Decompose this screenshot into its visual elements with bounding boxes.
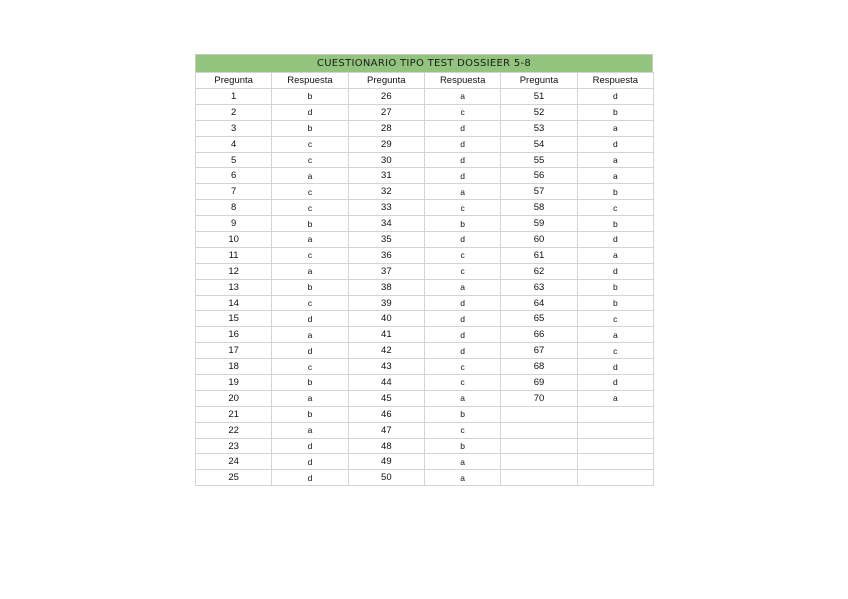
table-row <box>196 406 654 422</box>
answer-cell: b <box>424 406 500 422</box>
question-number-cell: 45 <box>348 390 424 406</box>
answer-cell: a <box>272 327 348 343</box>
table-row <box>196 311 654 327</box>
question-number-cell: 19 <box>196 375 272 391</box>
question-number-cell <box>501 406 577 422</box>
table-row <box>196 359 654 375</box>
answer-cell: c <box>272 184 348 200</box>
answer-cell: c <box>424 263 500 279</box>
column-header: Pregunta <box>196 73 272 89</box>
question-number-cell: 61 <box>501 247 577 263</box>
answer-cell: d <box>577 89 653 105</box>
answers-body <box>196 89 654 486</box>
answers-table <box>195 72 654 486</box>
question-number-cell: 26 <box>348 89 424 105</box>
answer-cell: a <box>424 89 500 105</box>
table-row <box>196 263 654 279</box>
question-number-cell: 60 <box>501 232 577 248</box>
answer-cell: d <box>424 120 500 136</box>
answer-cell: d <box>272 343 348 359</box>
header-row <box>196 73 654 89</box>
table-row <box>196 438 654 454</box>
answer-cell: b <box>577 104 653 120</box>
answer-cell: a <box>424 184 500 200</box>
question-number-cell: 7 <box>196 184 272 200</box>
answer-cell: a <box>272 168 348 184</box>
question-number-cell: 66 <box>501 327 577 343</box>
question-number-cell: 14 <box>196 295 272 311</box>
table-row <box>196 168 654 184</box>
answer-cell <box>577 470 653 486</box>
question-number-cell: 51 <box>501 89 577 105</box>
question-number-cell: 54 <box>501 136 577 152</box>
question-number-cell: 11 <box>196 247 272 263</box>
answer-cell: c <box>577 311 653 327</box>
question-number-cell: 56 <box>501 168 577 184</box>
question-number-cell: 32 <box>348 184 424 200</box>
answer-sheet <box>195 54 653 486</box>
question-number-cell: 29 <box>348 136 424 152</box>
question-number-cell: 62 <box>501 263 577 279</box>
table-row <box>196 184 654 200</box>
question-number-cell: 10 <box>196 232 272 248</box>
question-number-cell: 70 <box>501 390 577 406</box>
question-number-cell: 59 <box>501 216 577 232</box>
question-number-cell: 23 <box>196 438 272 454</box>
table-row <box>196 152 654 168</box>
table-row <box>196 200 654 216</box>
question-number-cell: 64 <box>501 295 577 311</box>
question-number-cell: 35 <box>348 232 424 248</box>
table-row <box>196 390 654 406</box>
table-row <box>196 343 654 359</box>
table-row <box>196 247 654 263</box>
answer-cell: c <box>424 104 500 120</box>
answer-cell: b <box>424 438 500 454</box>
answer-cell: c <box>272 247 348 263</box>
question-number-cell <box>501 454 577 470</box>
answer-cell: d <box>424 295 500 311</box>
answer-cell: b <box>577 216 653 232</box>
question-number-cell: 25 <box>196 470 272 486</box>
answer-cell: d <box>272 454 348 470</box>
question-number-cell: 30 <box>348 152 424 168</box>
answer-cell: a <box>424 454 500 470</box>
answer-cell: b <box>577 295 653 311</box>
answer-cell: a <box>272 263 348 279</box>
question-number-cell: 41 <box>348 327 424 343</box>
question-number-cell <box>501 470 577 486</box>
answer-cell: b <box>272 279 348 295</box>
answer-cell: b <box>272 89 348 105</box>
question-number-cell: 22 <box>196 422 272 438</box>
answer-cell: d <box>424 152 500 168</box>
answer-cell: c <box>272 359 348 375</box>
answer-cell: a <box>577 247 653 263</box>
answer-cell: d <box>577 375 653 391</box>
answer-cell: d <box>424 343 500 359</box>
answer-cell: d <box>272 311 348 327</box>
table-row <box>196 327 654 343</box>
question-number-cell: 53 <box>501 120 577 136</box>
question-number-cell: 12 <box>196 263 272 279</box>
answer-cell: d <box>424 168 500 184</box>
question-number-cell: 69 <box>501 375 577 391</box>
question-number-cell: 21 <box>196 406 272 422</box>
question-number-cell: 42 <box>348 343 424 359</box>
answer-cell: a <box>424 279 500 295</box>
question-number-cell: 6 <box>196 168 272 184</box>
question-number-cell: 27 <box>348 104 424 120</box>
column-header: Pregunta <box>348 73 424 89</box>
table-row <box>196 454 654 470</box>
answer-cell: c <box>424 359 500 375</box>
answer-cell: c <box>272 136 348 152</box>
answer-cell: d <box>424 327 500 343</box>
question-number-cell: 57 <box>501 184 577 200</box>
answer-cell: c <box>272 152 348 168</box>
answer-cell: d <box>272 104 348 120</box>
table-row <box>196 470 654 486</box>
answer-cell: d <box>272 470 348 486</box>
question-number-cell: 17 <box>196 343 272 359</box>
answer-cell: d <box>272 438 348 454</box>
question-number-cell <box>501 438 577 454</box>
column-header: Respuesta <box>272 73 348 89</box>
question-number-cell: 33 <box>348 200 424 216</box>
answer-cell: b <box>272 120 348 136</box>
column-header: Pregunta <box>501 73 577 89</box>
answer-cell: c <box>424 247 500 263</box>
question-number-cell: 13 <box>196 279 272 295</box>
answer-cell: d <box>424 311 500 327</box>
answer-cell: a <box>272 390 348 406</box>
question-number-cell: 50 <box>348 470 424 486</box>
table-row <box>196 136 654 152</box>
question-number-cell: 38 <box>348 279 424 295</box>
answer-cell <box>577 454 653 470</box>
question-number-cell: 34 <box>348 216 424 232</box>
question-number-cell: 46 <box>348 406 424 422</box>
answer-cell: c <box>577 343 653 359</box>
answer-cell: a <box>577 327 653 343</box>
answer-cell: c <box>272 295 348 311</box>
question-number-cell: 24 <box>196 454 272 470</box>
answer-cell: b <box>577 279 653 295</box>
answer-cell: c <box>272 200 348 216</box>
question-number-cell: 31 <box>348 168 424 184</box>
answer-cell: b <box>577 184 653 200</box>
answer-cell: c <box>424 200 500 216</box>
question-number-cell: 8 <box>196 200 272 216</box>
question-number-cell: 4 <box>196 136 272 152</box>
question-number-cell: 9 <box>196 216 272 232</box>
table-row <box>196 120 654 136</box>
question-number-cell: 55 <box>501 152 577 168</box>
question-number-cell: 15 <box>196 311 272 327</box>
question-number-cell: 20 <box>196 390 272 406</box>
sheet-title: CUESTIONARIO TIPO TEST DOSSIEER 5-8 <box>195 54 653 72</box>
question-number-cell: 49 <box>348 454 424 470</box>
question-number-cell: 47 <box>348 422 424 438</box>
question-number-cell: 16 <box>196 327 272 343</box>
answer-cell: b <box>424 216 500 232</box>
answer-cell: a <box>424 470 500 486</box>
answer-cell: b <box>272 375 348 391</box>
question-number-cell: 28 <box>348 120 424 136</box>
answer-cell: c <box>577 200 653 216</box>
answer-cell: a <box>424 390 500 406</box>
table-row <box>196 375 654 391</box>
question-number-cell: 2 <box>196 104 272 120</box>
question-number-cell <box>501 422 577 438</box>
question-number-cell: 65 <box>501 311 577 327</box>
answer-cell: d <box>424 232 500 248</box>
table-row <box>196 422 654 438</box>
answer-cell: a <box>272 422 348 438</box>
question-number-cell: 36 <box>348 247 424 263</box>
question-number-cell: 68 <box>501 359 577 375</box>
answer-cell: a <box>577 152 653 168</box>
answer-cell: a <box>577 390 653 406</box>
answer-cell: b <box>272 216 348 232</box>
column-header: Respuesta <box>577 73 653 89</box>
question-number-cell: 18 <box>196 359 272 375</box>
question-number-cell: 52 <box>501 104 577 120</box>
answer-cell: d <box>424 136 500 152</box>
answer-cell: d <box>577 232 653 248</box>
question-number-cell: 67 <box>501 343 577 359</box>
answer-cell: d <box>577 359 653 375</box>
question-number-cell: 58 <box>501 200 577 216</box>
answer-cell <box>577 422 653 438</box>
answer-cell <box>577 406 653 422</box>
answer-cell: d <box>577 263 653 279</box>
answer-cell: c <box>424 375 500 391</box>
question-number-cell: 5 <box>196 152 272 168</box>
table-row <box>196 89 654 105</box>
question-number-cell: 3 <box>196 120 272 136</box>
answer-cell <box>577 438 653 454</box>
question-number-cell: 40 <box>348 311 424 327</box>
question-number-cell: 48 <box>348 438 424 454</box>
answer-cell: c <box>424 422 500 438</box>
table-row <box>196 216 654 232</box>
answer-cell: d <box>577 136 653 152</box>
question-number-cell: 44 <box>348 375 424 391</box>
answer-cell: a <box>577 168 653 184</box>
table-row <box>196 295 654 311</box>
question-number-cell: 37 <box>348 263 424 279</box>
table-row <box>196 104 654 120</box>
answer-cell: a <box>272 232 348 248</box>
table-row <box>196 279 654 295</box>
answer-cell: a <box>577 120 653 136</box>
column-header: Respuesta <box>424 73 500 89</box>
question-number-cell: 43 <box>348 359 424 375</box>
question-number-cell: 39 <box>348 295 424 311</box>
table-row <box>196 232 654 248</box>
question-number-cell: 1 <box>196 89 272 105</box>
question-number-cell: 63 <box>501 279 577 295</box>
answer-cell: b <box>272 406 348 422</box>
